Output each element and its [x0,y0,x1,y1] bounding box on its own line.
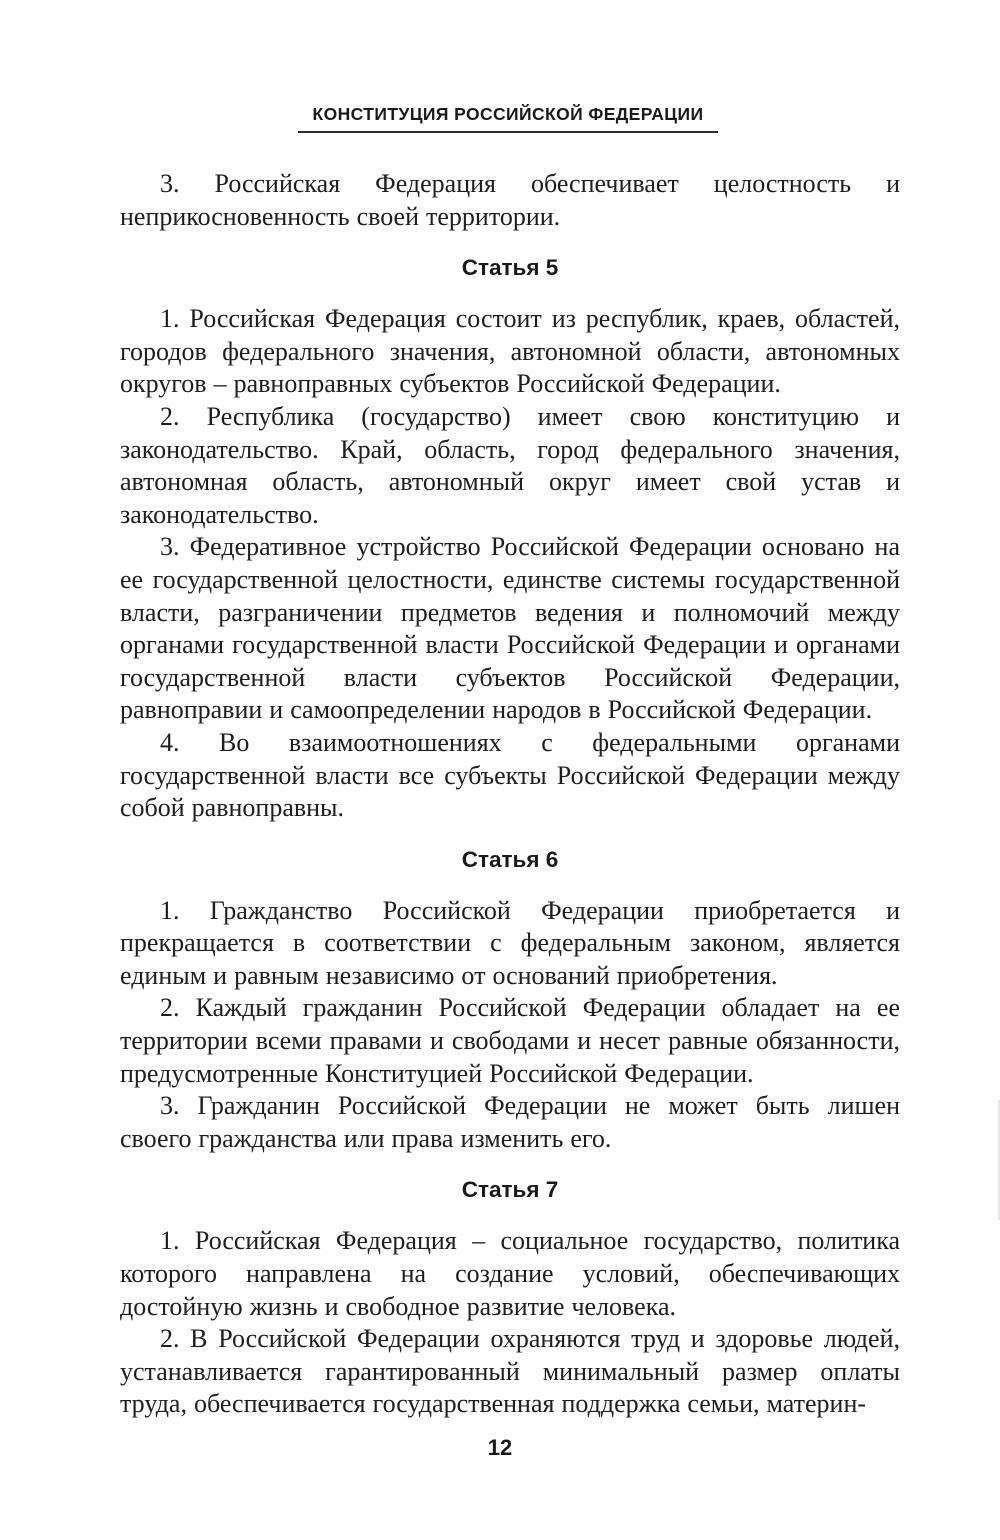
article-paragraph: 2. В Российской Федерации охраняются труд и здоровье людей, устанавливается гарантированный минимальный размер оплаты труда, обеспечивается государственная поддержка семьи, материн- [120,1324,900,1419]
running-header: КОНСТИТУЦИЯ РОССИЙСКОЙ ФЕДЕРАЦИИ [298,104,718,133]
article-heading: Статья 5 [461,255,559,281]
article-paragraph: 1. Российская Федерация состоит из республик, краев, областей, городов федерального значения, автономной области, автономных округов – равноправных субъектов Российской Федерации. [120,304,900,399]
article-5 [120,233,900,825]
article-paragraph: 4. Во взаимоотношениях с федеральными органами государственной власти все субъекты Российской Федерации между собой равноправны. [120,727,900,823]
article-heading: Статья 6 [461,846,559,872]
article-paragraph: 2. Республика (государство) имеет свою конституцию и законодательство. Край, область, город федерального значения, автономная область, автономный округ имеет свой устав и законодательство. [120,401,900,529]
article-paragraph: 1. Российская Федерация – социальное государство, политика которого направлена на создание условий, обеспечивающих достойную жизнь и свободное развитие человека. [120,1226,900,1321]
article-6 [120,825,900,1156]
article-paragraph: 3. Федеративное устройство Российской Федерации основано на ее государственной целостности, единстве системы государственной власти, разграничении предметов ведения и полномочий между органами государственной власти Российской Федерации и органами государственной власти субъектов Российской Федерации, равноправии и самоопределении народов в Российской Федерации. [120,532,900,725]
page-body [120,168,900,1421]
article-paragraph: 2. Каждый гражданин Российской Федерации обладает на ее территории всеми правами и свободами и несет равные обязанности, предусмотренные Конституцией Российской Федерации. [120,993,900,1088]
article-heading: Статья 7 [461,1177,559,1203]
article-paragraph: 1. Гражданство Российской Федерации приобретается и прекращается в соответствии с федеральным законом, является единым и равным независимо от оснований приобретения. [120,895,900,990]
paragraph-article-4-part-3: 3. Российская Федерация обеспечивает целостность и неприкосновенность своей территории. [120,169,900,231]
article-paragraph: 3. Гражданин Российской Федерации не может быть лишен своего гражданства или права изменить его. [120,1091,900,1153]
page-number: 12 [487,1435,513,1460]
article-7 [120,1155,900,1421]
